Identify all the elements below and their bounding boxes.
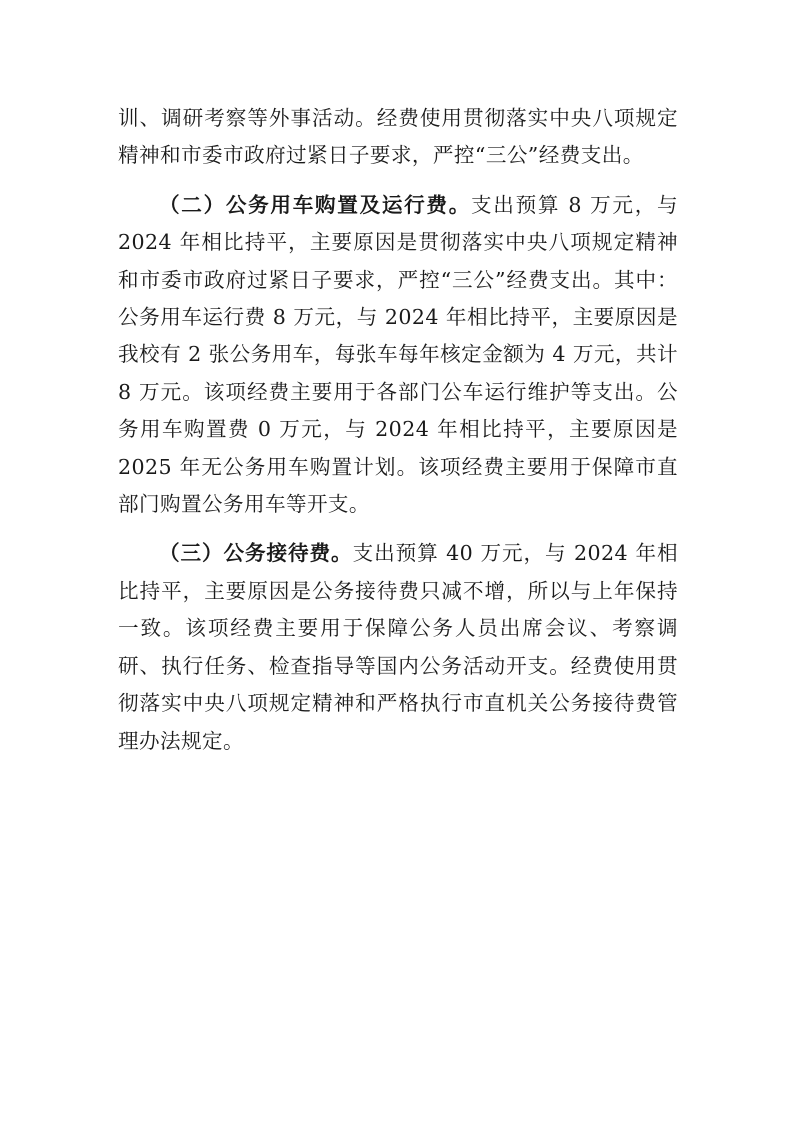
section-heading-vehicle: （二）公务用车购置及运行费。 (159, 192, 472, 217)
section-heading-reception: （三）公务接待费。 (159, 541, 353, 566)
paragraph-text: 支出预算 8 万元，与 2024 年相比持平，主要原因是贯彻落实中央八项规定精神和市委市政府过紧日子要求，严控“三公”经费支出。其中：公务用车运行费 8 万元，与 2024 年相比持平，主要原因是我校有 2 张公务用车，每张车每年核定金额为 4 万元，共计 8 万元。该项经费主要用于各部门公车运行维护等支出。公务用车购置费 0 万元，与 2024 年相比持平，主要原因是 2025 年无公务用车购置计划。该项经费主要用于保障市直部门购置公务用车等开支。 (118, 192, 678, 517)
paragraph-reception-expense (118, 535, 678, 759)
paragraph-text: 训、调研考察等外事活动。经费使用贯彻落实中央八项规定精神和市委市政府过紧日子要求，严控“三公”经费支出。 (118, 106, 678, 168)
paragraph-text: 支出预算 40 万元，与 2024 年相比持平，主要原因是公务接待费只减不增，所以与上年保持一致。该项经费主要用于保障公务人员出席会议、考察调研、执行任务、检查指导等国内公务活动开支。经费使用贯彻落实中央八项规定精神和严格执行市直机关公务接待费管理办法规定。 (118, 541, 678, 753)
paragraph-vehicle-expense (118, 187, 678, 524)
document-body (118, 100, 678, 760)
paragraph-continuation (118, 100, 678, 175)
